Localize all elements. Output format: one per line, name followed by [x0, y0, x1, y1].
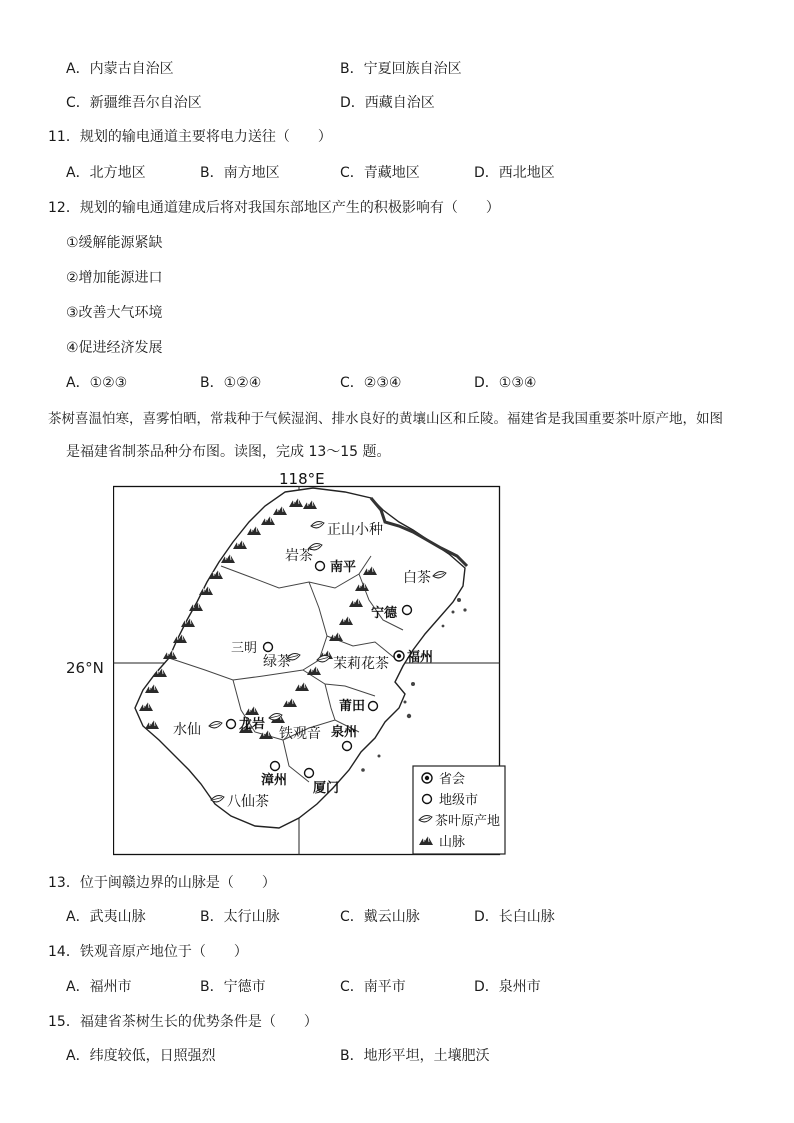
city-quanzhou-marker: [343, 742, 352, 751]
q12-item-2: ②增加能源进口: [66, 270, 163, 286]
city-longyan-marker: [227, 720, 236, 729]
q10-option-c: C．新疆维吾尔自治区: [66, 95, 202, 111]
q13-option-c: C．戴云山脉: [340, 909, 420, 925]
q12-item-4: ④促进经济发展: [66, 340, 163, 356]
q11-option-a: A．北方地区: [66, 165, 146, 181]
q12-option-b: B．①②④: [200, 375, 262, 391]
q15-option-b: B．地形平坦，土壤肥沃: [340, 1048, 490, 1064]
q14-stem: 14．铁观音原产地位于（ ）: [48, 944, 248, 960]
q12-stem: 12．规划的输电通道建成后将对我国东部地区产生的积极影响有（ ）: [48, 200, 500, 216]
q15-option-a: A．纬度较低，日照强烈: [66, 1048, 216, 1064]
q12-option-c: C．②③④: [340, 375, 402, 391]
city-putian-marker: [369, 702, 378, 711]
q14-option-a: A．福州市: [66, 979, 132, 995]
q13-stem: 13．位于闽赣边界的山脉是（ ）: [48, 875, 276, 891]
tea-molihuacha: 茉莉花茶: [333, 656, 389, 672]
city-xiamen-marker: [305, 769, 314, 778]
tea-lvcha: 绿茶: [263, 654, 291, 670]
longitude-label: 118°E: [279, 470, 325, 488]
city-nanping-marker: [316, 562, 325, 571]
tea-tieguanyin: 铁观音: [279, 726, 321, 742]
q11-option-c: C．青藏地区: [340, 165, 420, 181]
q13-option-d: D．长白山脉: [474, 909, 555, 925]
city-zhangzhou-marker: [271, 762, 280, 771]
city-putian: 莆田: [339, 699, 366, 714]
q10-option-a: A．内蒙古自治区: [66, 61, 174, 77]
q14-option-b: B．宁德市: [200, 979, 266, 995]
q12-item-3: ③改善大气环境: [66, 305, 163, 321]
q13-option-b: B．太行山脉: [200, 909, 280, 925]
q10-option-b: B．宁夏回族自治区: [340, 61, 462, 77]
q11-stem: 11．规划的输电通道主要将电力送往（ ）: [48, 129, 332, 145]
q12-item-1: ①缓解能源紧缺: [66, 235, 163, 251]
legend-tea-origin: 茶叶原产地: [435, 814, 501, 829]
q13-option-a: A．武夷山脉: [66, 909, 146, 925]
city-xiamen: 厦门: [313, 781, 340, 796]
legend-mountain: 山脉: [439, 835, 466, 850]
city-ningde-marker: [403, 606, 412, 615]
city-nanping: 南平: [330, 560, 357, 575]
tea-zhengshan: 正山小种: [327, 522, 383, 538]
city-sanming-marker: [264, 643, 273, 652]
fujian-tea-map: [113, 470, 511, 858]
map-legend: [413, 766, 505, 854]
q14-option-d: D．泉州市: [474, 979, 541, 995]
city-ningde: 宁德: [371, 606, 398, 621]
q11-option-d: D．西北地区: [474, 165, 555, 181]
q12-option-d: D．①③④: [474, 375, 537, 391]
tea-yancha: 岩茶: [285, 548, 313, 564]
legend-capital: 省会: [439, 772, 466, 787]
q10-option-d: D．西藏自治区: [340, 95, 435, 111]
city-quanzhou: 泉州: [331, 725, 358, 740]
tea-baxiancha: 八仙茶: [227, 794, 269, 810]
city-zhangzhou: 漳州: [261, 773, 288, 788]
tea-baicha: 白茶: [403, 570, 431, 586]
q15-stem: 15．福建省茶树生长的优势条件是（ ）: [48, 1014, 318, 1030]
passage-line-1: 茶树喜温怕寒，喜雾怕晒，常栽种于气候湿润、排水良好的黄壤山区和丘陵。福建省是我国重要茶叶原产地，如图: [48, 411, 723, 427]
tea-shuixian: 水仙: [173, 722, 201, 738]
passage-line-2: 是福建省制茶品种分布图。读图，完成 13～15 题。: [66, 444, 391, 460]
q12-option-a: A．①②③: [66, 375, 128, 391]
city-fuzhou: 福州: [407, 650, 434, 665]
city-sanming: 三明: [231, 641, 258, 656]
q14-option-c: C．南平市: [340, 979, 406, 995]
city-longyan: 龙岩: [239, 717, 266, 732]
latitude-label-outside: 26°N: [66, 659, 104, 677]
q11-option-b: B．南方地区: [200, 165, 280, 181]
legend-prefecture: 地级市: [439, 793, 479, 808]
